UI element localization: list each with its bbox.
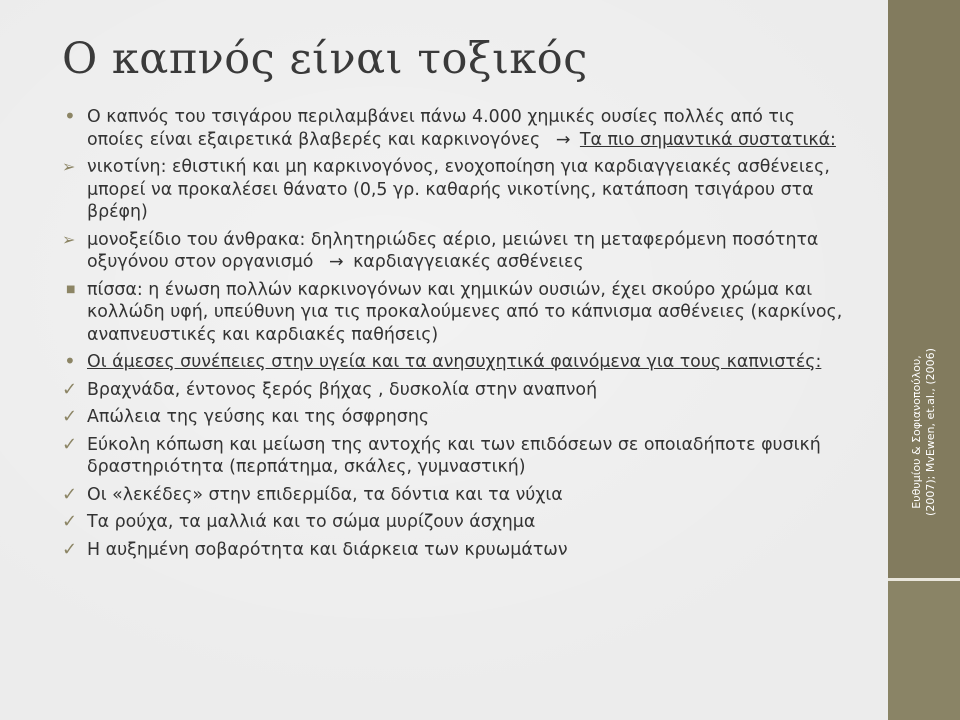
item-text: μονοξείδιο του άνθρακα: δηλητηριώδες αέριο, μειώνει τη μεταφερόμενη ποσότητα οξυγόνου στον οργανισμό <box>87 229 819 272</box>
square-bullet-icon: ■ <box>66 283 76 295</box>
list-item-immediate-effects <box>62 351 852 374</box>
list-item-smoke-composition <box>62 106 852 151</box>
list-item-taste-smell-loss <box>62 406 852 429</box>
bullet-icon: • <box>64 104 76 128</box>
list-item-nicotine <box>62 156 852 224</box>
arrow-bullet-icon: ➢ <box>62 157 76 176</box>
source-citation-line-2: (2007); MvEwen, et.al., (2006) <box>924 348 937 516</box>
bullet-icon: • <box>64 349 76 373</box>
check-icon: ✓ <box>62 378 78 400</box>
slide-title: Ο καπνός είναι τοξικός <box>62 34 588 84</box>
source-citation-line-1: Ευθυμίου & Σοφιανοπούλου, <box>910 355 923 509</box>
list-item-stains <box>62 484 852 507</box>
item-text: πίσσα: η ένωση πολλών καρκινογόνων και χημικών ουσιών, έχει σκούρο χρώμα και κολλώδη υφή, υπεύθυνη για τις προκαλούμενες από το κάπνισμα ασθένειες (καρκίνος, αναπνευστικές και καρδιακές παθήσεις) <box>87 279 843 345</box>
source-citation <box>910 312 938 552</box>
list-item-carbon-monoxide <box>62 229 852 274</box>
arrow-icon: → <box>328 252 344 272</box>
item-text: Η αυξημένη σοβαρότητα και διάρκεια των κρυωμάτων <box>87 539 568 560</box>
list-item-tar <box>62 279 852 347</box>
item-text: Απώλεια της γεύσης και της όσφρησης <box>87 407 430 427</box>
item-text-after-arrow: καρδιαγγειακές ασθένειες <box>353 252 584 272</box>
item-text: Ο καπνός του τσιγάρου περιλαμβάνει πάνω 4.000 χημικές ουσίες πολλές από τις οποίες είναι εξαιρετικά βλαβερές και καρκινογόνες <box>87 107 795 150</box>
item-text: Εύκολη κόπωση και μείωση της αντοχής και των επιδόσεων σε οποιαδήποτε φυσική δραστηριότητα (περπάτημα, σκάλες, γυμναστική) <box>87 434 821 477</box>
bullet-list <box>62 106 852 566</box>
list-item-fatigue <box>62 434 852 479</box>
list-item-hoarseness <box>62 379 852 402</box>
check-icon: ✓ <box>62 511 78 532</box>
arrow-bullet-icon: ➢ <box>62 229 76 249</box>
list-item-odor <box>62 511 852 534</box>
item-text: Βραχνάδα, έντονος ξερός βήχας , δυσκολία στην αναπνοή <box>87 379 598 400</box>
item-text: Τα ρούχα, τα μαλλιά και το σώμα μυρίζουν άσχημα <box>87 512 536 532</box>
check-icon: ✓ <box>62 538 78 560</box>
item-text: νικοτίνη: εθιστική και μη καρκινογόνος, ενοχοποίηση για καρδιαγγειακές ασθένειες, μπορεί να προκαλέσει θάνατο (0,5 γρ. καθαρής νικοτίνης, κατάποση τσιγάρου στα βρέφη) <box>87 157 830 222</box>
list-item-colds <box>62 539 852 562</box>
check-icon: ✓ <box>62 406 78 427</box>
item-underlined-text: Τα πιο σημαντικά συστατικά: <box>579 129 836 150</box>
check-icon: ✓ <box>62 433 78 455</box>
arrow-icon: → <box>555 129 571 150</box>
item-text: Οι «λεκέδες» στην επιδερμίδα, τα δόντια και τα νύχια <box>87 484 563 505</box>
check-icon: ✓ <box>62 483 78 505</box>
item-underlined-text: Οι άμεσες συνέπειες στην υγεία και τα ανησυχητικά φαινόμενα για τους καπνιστές: <box>87 352 822 372</box>
sidebar-footer <box>888 581 960 720</box>
